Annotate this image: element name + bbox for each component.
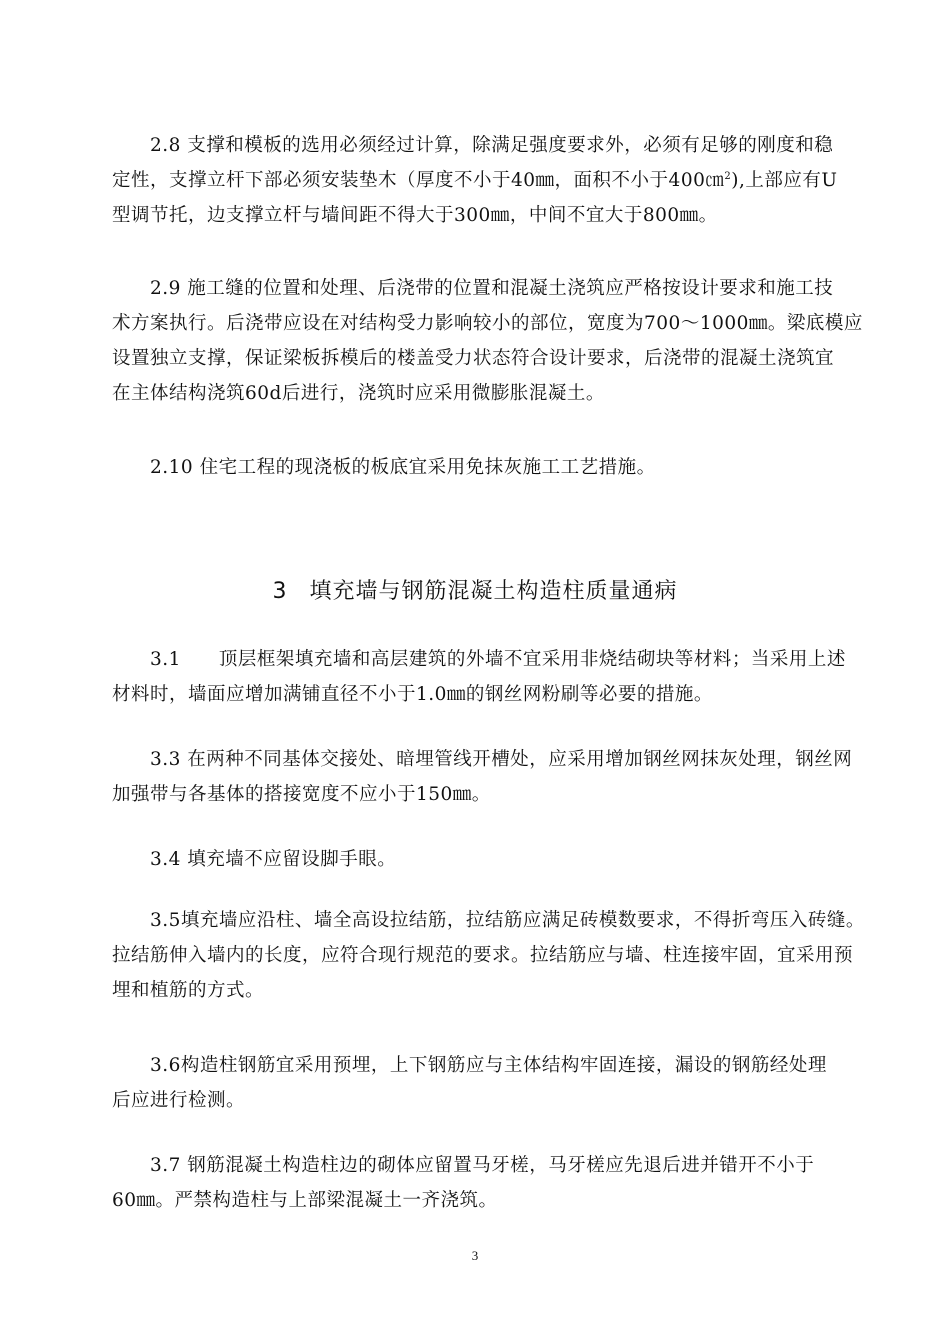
paragraph-line: 材料时，墙面应增加满铺直径不小于1.0㎜的钢丝网粉刷等必要的措施。 [112,684,713,705]
paragraph-line: 3.4 填充墙不应留设脚手眼。 [150,849,397,870]
paragraph-line: 2.10 住宅工程的现浇板的板底宜采用免抹灰施工工艺措施。 [150,457,656,478]
paragraph-2-10 [112,450,842,485]
paragraph-line: 定性，支撑立杆下部必须安装垫木（厚度不小于40㎜，面积不小于400㎝$^2$),上部应有U [112,170,838,191]
paragraph-line: 3.5填充墙应沿柱、墙全高设拉结筋，拉结筋应满足砖模数要求，不得折弯压入砖缝。 [150,910,865,931]
paragraph-line: 3.1 顶层框架填充墙和高层建筑的外墙不宜采用非烧结砌块等材料；当采用上述 [150,649,846,670]
paragraph-line: 设置独立支撑，保证梁板拆模后的楼盖受力状态符合设计要求，后浇带的混凝土浇筑宜 [112,348,835,369]
paragraph-line: 后应进行检测。 [112,1090,246,1111]
paragraph-line: 60㎜。严禁构造柱与上部梁混凝土一齐浇筑。 [112,1190,498,1211]
paragraph-3-1 [112,642,846,712]
paragraph-3-7 [112,1148,842,1218]
paragraph-line: 3.7 钢筋混凝土构造柱边的砌体应留置马牙槎，马牙槎应先退后进并错开不小于 [150,1155,815,1176]
paragraph-line: 拉结筋伸入墙内的长度，应符合现行规范的要求。拉结筋应与墙、柱连接牢固，宜采用预 [112,945,854,966]
paragraph-3-6 [112,1048,842,1118]
section-heading-number: 3 [272,579,288,604]
paragraph-line: 3.3 在两种不同基体交接处、暗埋管线开槽处，应采用增加钢丝网抹灰处理，钢丝网 [150,749,853,770]
paragraph-line: 2.9 施工缝的位置和处理、后浇带的位置和混凝土浇筑应严格按设计要求和施工技 [150,278,834,299]
paragraph-2-9 [112,271,863,411]
paragraph-3-4 [112,842,842,877]
paragraph-line: 术方案执行。后浇带应设在对结构受力影响较小的部位，宽度为700～1000㎜。梁底模应 [112,313,863,334]
page-number: 3 [471,1248,479,1263]
superscript: 2 [724,170,732,182]
paragraph-3-3 [112,742,853,812]
section-heading-title: 填充墙与钢筋混凝土构造柱质量通病 [309,579,678,604]
paragraph-line: 2.8 支撑和模板的选用必须经过计算，除满足强度要求外，必须有足够的刚度和稳 [150,135,834,156]
section-heading [0,574,950,610]
paragraph-line: 加强带与各基体的搭接宽度不应小于150㎜。 [112,784,491,805]
paragraph-3-5 [112,903,865,1008]
paragraph-line: 型调节托，边支撑立杆与墙间距不得大于300㎜，中间不宜大于800㎜。 [112,205,718,226]
paragraph-line: 在主体结构浇筑60d后进行，浇筑时应采用微膨胀混凝土。 [112,383,605,404]
paragraph-2-8 [112,128,842,233]
paragraph-line: 埋和植筋的方式。 [112,980,265,1001]
paragraph-line: 3.6构造柱钢筋宜采用预埋，上下钢筋应与主体结构牢固连接，漏设的钢筋经处理 [150,1055,827,1076]
